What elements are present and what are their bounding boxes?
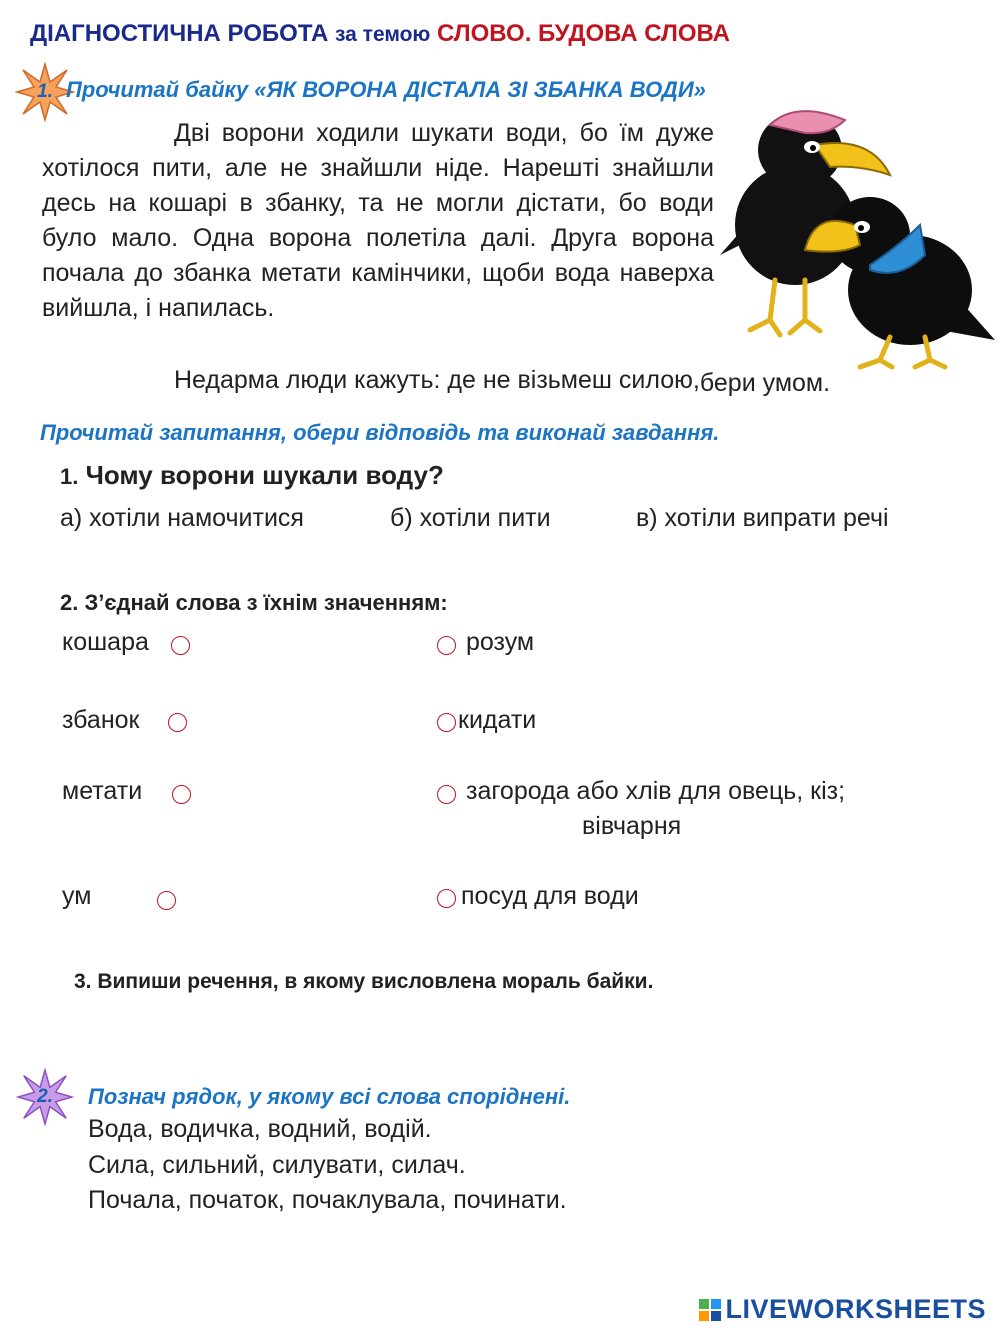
worksheet-title xyxy=(30,20,730,48)
task-2-number: 2. xyxy=(37,1086,53,1107)
match-word-2: збанок xyxy=(62,706,140,734)
question-1-number: 1. xyxy=(60,464,79,489)
task-2-instruction: Познач рядок, у якому всі слова споріднені. xyxy=(88,1084,571,1109)
task-1-instruction: Прочитай байку «ЯК ВОРОНА ДІСТАЛА ЗІ ЗБАНКА ВОДИ» xyxy=(66,77,706,102)
question-1-text: Чому ворони шукали воду? xyxy=(85,460,444,490)
title-part-2: за темою xyxy=(334,23,431,46)
logo-text: LIVEWORKSHEETS xyxy=(725,1294,986,1324)
match-meaning-3: загорода або хлів для овець, кіз; xyxy=(466,777,846,805)
crows-icon xyxy=(720,105,995,370)
match-meaning-3-cont: вівчарня xyxy=(582,812,682,840)
match-left-dot-3[interactable] xyxy=(172,785,191,804)
question-3: 3. Випиши речення, в якому висловлена мораль байки. xyxy=(74,970,654,993)
crows-illustration xyxy=(720,105,995,370)
moral-part-1: Недарма люди кажуть: де не візьмеш силою, xyxy=(174,366,700,394)
match-left-dot-4[interactable] xyxy=(157,891,176,910)
match-right-dot-3[interactable] xyxy=(437,785,456,804)
question-1 xyxy=(60,460,444,491)
word-row-3[interactable]: Почала, початок, почаклувала, починати. xyxy=(88,1186,567,1214)
match-right-dot-2[interactable] xyxy=(437,713,456,732)
word-row-1[interactable]: Вода, водичка, водний, водій. xyxy=(88,1115,432,1143)
task-2-badge xyxy=(16,1068,74,1126)
answer-option-b[interactable]: б) хотіли пити xyxy=(390,504,551,532)
match-right-dot-4[interactable] xyxy=(437,889,456,908)
match-word-4: ум xyxy=(62,882,92,910)
match-left-dot-1[interactable] xyxy=(171,636,190,655)
match-meaning-4: посуд для води xyxy=(461,882,639,910)
task-1-number: 1. xyxy=(37,81,53,102)
fable-body: Дві ворони ходили шукати води, бо їм дуже хотілося пити, але не знайшли ніде. Нарешті знайшли десь на кошарі в збанку, та не могли дістати, бо води було мало. Одна ворона полетіла далі. Друга ворона почала до збанка метати камінчики, щоби вода наверха вийшла, і напилась. xyxy=(42,119,714,322)
question-2-title: 2. З’єднай слова з їхнім значенням: xyxy=(60,590,448,615)
liveworksheets-logo xyxy=(699,1294,986,1325)
match-meaning-1: розум xyxy=(466,628,535,656)
title-part-1: ДІАГНОСТИЧНА РОБОТА xyxy=(30,20,329,47)
match-meaning-2: кидати xyxy=(458,706,537,734)
moral-part-2: бери умом. xyxy=(699,369,831,397)
questions-instruction: Прочитай запитання, обери відповідь та виконай завдання. xyxy=(40,420,720,445)
match-right-dot-1[interactable] xyxy=(437,636,456,655)
fable-text xyxy=(42,116,714,326)
logo-grid-icon xyxy=(699,1299,721,1321)
match-word-3: метати xyxy=(62,777,143,805)
fable-moral xyxy=(174,366,830,395)
match-word-1: кошара xyxy=(62,628,149,656)
title-topic: СЛОВО. БУДОВА СЛОВА xyxy=(437,20,731,47)
answer-option-a[interactable]: а) хотіли намочитися xyxy=(60,504,304,532)
match-left-dot-2[interactable] xyxy=(168,713,187,732)
word-row-2[interactable]: Сила, сильний, силувати, силач. xyxy=(88,1151,466,1179)
answer-option-c[interactable]: в) хотіли випрати речі xyxy=(636,504,889,532)
